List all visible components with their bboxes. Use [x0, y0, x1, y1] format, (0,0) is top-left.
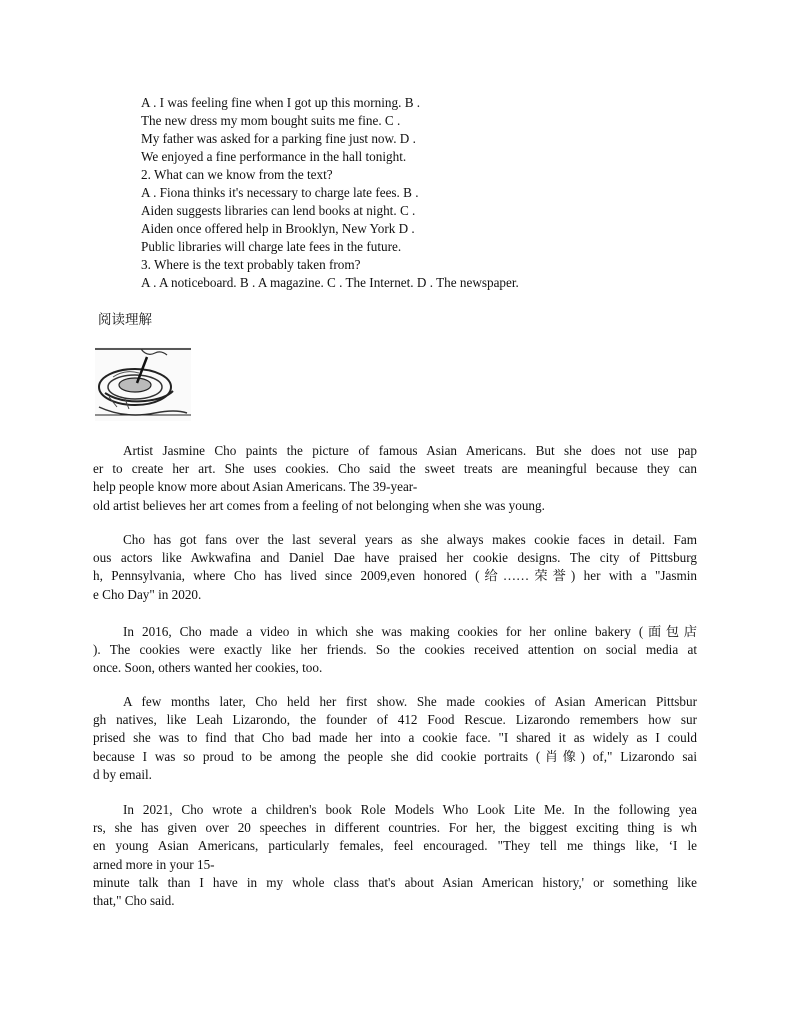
text-line: once. Soon, others wanted her cookies, too. [93, 660, 323, 676]
passage-paragraph [93, 531, 697, 604]
question-line: A . A noticeboard. B . A magazine. C . The Internet. D . The newspaper. [141, 275, 519, 290]
text-line: A few months later, Cho held her first show. She made cookies of Asian American Pittsbur [123, 694, 697, 709]
text-line: rs, she has given over 20 speeches in different countries. For her, the biggest exciting thing is wh [93, 820, 697, 836]
text-line: that," Cho said. [93, 892, 175, 908]
text-line: Cho has got fans over the last several years as she always makes cookie faces in detail. Fam [123, 532, 697, 547]
question-line: 3. Where is the text probably taken from? [141, 257, 361, 272]
text-line: d by email. [93, 766, 152, 782]
question-line: We enjoyed a fine performance in the hall tonight. [141, 149, 407, 164]
question-line: A . I was feeling fine when I got up this morning. B . [141, 95, 421, 110]
section-title: 阅读理解 [98, 312, 152, 328]
passage-paragraph [93, 623, 697, 678]
question-line: My father was asked for a parking fine just now. D . [141, 131, 416, 146]
cookie-art-picture [95, 347, 191, 421]
text-line: ). The cookies were exactly like her friends. So the cookies received attention on social media at [93, 642, 697, 658]
text-line: arned more in your 15- [93, 856, 215, 872]
text-line: In 2021, Cho wrote a children's book Role Models Who Look Lite Me. In the following yea [123, 802, 697, 817]
text-line: en young Asian Americans, particularly females, feel encouraged. "They tell me things like, ‘I le [93, 838, 697, 854]
question-line: Aiden once offered help in Brooklyn, New York D . [141, 221, 415, 236]
question-line: 2. What can we know from the text? [141, 167, 333, 182]
question-line: Public libraries will charge late fees in the future. [141, 239, 402, 254]
text-line: Artist Jasmine Cho paints the picture of famous Asian Americans. But she does not use pap [123, 443, 697, 458]
text-line: ous actors like Awkwafina and Daniel Dae have praised her cookie designs. The city of Pittsburg [93, 550, 697, 566]
text-line: er to create her art. She uses cookies. Cho said the sweet treats are meaningful because they can [93, 461, 697, 477]
text-line: because I was so proud to be among the people she did cookie portraits (肖像) of," Lizarondo sai [93, 748, 697, 764]
text-line: gh natives, like Leah Lizarondo, the founder of 412 Food Rescue. Lizarondo remembers how sur [93, 712, 697, 728]
passage-paragraph [93, 801, 697, 910]
text-line: old artist believes her art comes from a feeling of not belonging when she was young. [93, 497, 545, 513]
text-line: In 2016, Cho made a video in which she was making cookies for her online bakery (面包店 [123, 624, 697, 639]
text-line: h, Pennsylvania, where Cho has lived since 2009,even honored (给……荣誉) her with a "Jasmin [93, 568, 697, 584]
text-line: prised she was to find that Cho bad made her into a cookie face. "I shared it as widely as I could [93, 730, 697, 746]
question-line: The new dress my mom bought suits me fine. C . [141, 113, 401, 128]
passage-paragraph [93, 442, 697, 515]
question-line: Aiden suggests libraries can lend books at night. C . [141, 203, 416, 218]
question-line: A . Fiona thinks it's necessary to charge late fees. B . [141, 185, 419, 200]
text-line: e Cho Day" in 2020. [93, 586, 202, 602]
text-line: minute talk than I have in my whole class that's about Asian American history,' or something like [93, 874, 697, 890]
passage-paragraph [93, 693, 697, 784]
text-line: help people know more about Asian Americans. The 39-year- [93, 479, 418, 495]
